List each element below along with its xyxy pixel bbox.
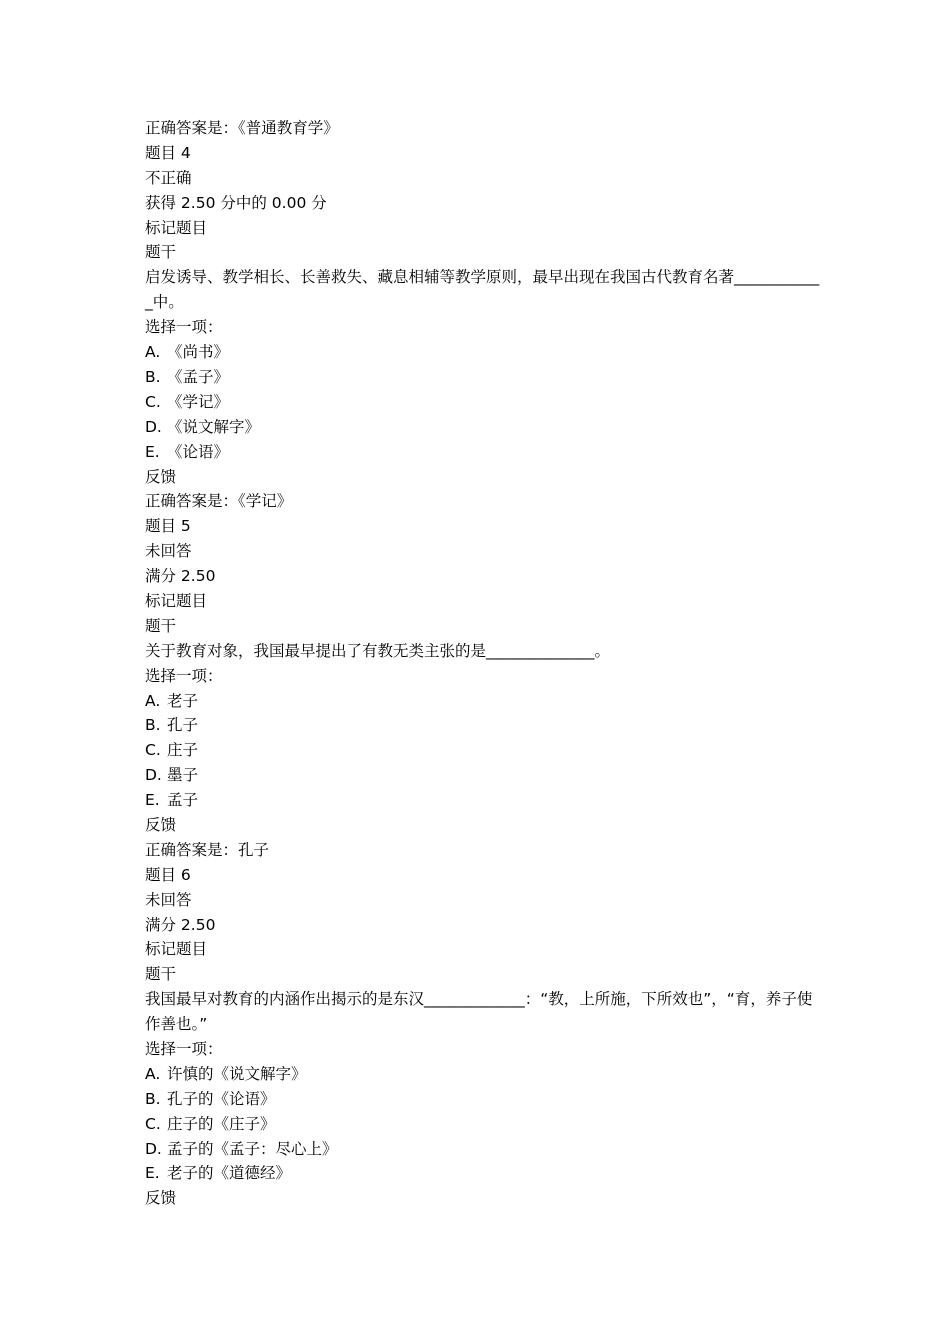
option-e[interactable] — [145, 1161, 825, 1186]
option-text: 许慎的《说文解字》 — [167, 1064, 307, 1083]
question-status: 不正确 — [145, 168, 192, 187]
option-text: 孟子 — [167, 791, 199, 810]
option-text: 《孟子》 — [167, 367, 230, 386]
question-status: 未回答 — [145, 542, 192, 561]
option-letter: E. — [145, 1164, 160, 1183]
question-stem: 关于教育对象，我国最早提出了有教无类主张的是______________。 — [145, 641, 611, 660]
choose-prompt: 选择一项： — [145, 666, 223, 685]
question-6 — [145, 863, 825, 1212]
option-text: 庄子 — [167, 741, 199, 760]
document-page — [145, 116, 825, 1211]
option-letter: D. — [145, 1139, 162, 1158]
option-a[interactable] — [145, 1062, 825, 1087]
option-letter: C. — [145, 741, 161, 760]
stem-label: 题干 — [145, 243, 177, 262]
option-text: 孔子 — [167, 716, 199, 735]
option-letter: C. — [145, 392, 161, 411]
option-letter: B. — [145, 367, 161, 386]
option-letter: A. — [145, 1064, 161, 1083]
option-letter: D. — [145, 766, 162, 785]
question-title: 题目 6 — [145, 865, 191, 884]
option-a[interactable] — [145, 689, 825, 714]
feedback-label: 反馈 — [145, 467, 177, 486]
option-letter: C. — [145, 1114, 161, 1133]
option-text: 老子 — [167, 691, 199, 710]
option-letter: B. — [145, 1089, 161, 1108]
option-a[interactable] — [145, 340, 825, 365]
question-score: 满分 2.50 — [145, 567, 216, 586]
flag-question-link[interactable]: 标记题目 — [145, 591, 208, 610]
option-b[interactable] — [145, 1087, 825, 1112]
option-letter: A. — [145, 691, 161, 710]
option-list — [145, 340, 825, 464]
question-title: 题目 4 — [145, 143, 191, 162]
option-c[interactable] — [145, 738, 825, 763]
question-stem: 我国最早对教育的内涵作出揭示的是东汉_____________：“教，上所施，下所效也”，“育，养子使作善也。” — [145, 990, 813, 1034]
choose-prompt: 选择一项： — [145, 318, 223, 337]
option-b[interactable] — [145, 713, 825, 738]
option-letter: E. — [145, 442, 160, 461]
choose-prompt: 选择一项： — [145, 1040, 223, 1059]
option-e[interactable] — [145, 440, 825, 465]
question-title: 题目 5 — [145, 517, 191, 536]
stem-label: 题干 — [145, 965, 177, 984]
option-letter: D. — [145, 417, 162, 436]
feedback-label: 反馈 — [145, 815, 177, 834]
question-stem: 启发诱导、教学相长、长善救失、藏息相辅等教学原则，最早出现在我国古代教育名著____________中。 — [145, 268, 820, 312]
question-score: 获得 2.50 分中的 0.00 分 — [145, 193, 327, 212]
option-letter: E. — [145, 791, 160, 810]
question-5 — [145, 514, 825, 862]
option-e[interactable] — [145, 788, 825, 813]
question-status: 未回答 — [145, 890, 192, 909]
option-letter: A. — [145, 343, 161, 362]
question-score: 满分 2.50 — [145, 915, 216, 934]
option-b[interactable] — [145, 365, 825, 390]
option-letter: B. — [145, 716, 161, 735]
option-text: 老子的《道德经》 — [167, 1164, 292, 1183]
feedback-label: 反馈 — [145, 1189, 177, 1208]
option-list — [145, 689, 825, 813]
option-c[interactable] — [145, 1112, 825, 1137]
option-d[interactable] — [145, 763, 825, 788]
option-text: 孟子的《孟子：尽心上》 — [167, 1139, 338, 1158]
flag-question-link[interactable]: 标记题目 — [145, 940, 208, 959]
correct-answer: 正确答案是：《学记》 — [145, 492, 293, 511]
option-text: 孔子的《论语》 — [167, 1089, 276, 1108]
option-text: 庄子的《庄子》 — [167, 1114, 276, 1133]
option-c[interactable] — [145, 390, 825, 415]
stem-label: 题干 — [145, 616, 177, 635]
option-text: 《学记》 — [167, 392, 230, 411]
option-d[interactable] — [145, 1137, 825, 1162]
question-4 — [145, 141, 825, 514]
option-list — [145, 1062, 825, 1186]
correct-answer-prev: 正确答案是：《普通教育学》 — [145, 119, 339, 137]
flag-question-link[interactable]: 标记题目 — [145, 218, 208, 237]
option-text: 墨子 — [167, 766, 199, 785]
option-d[interactable] — [145, 415, 825, 440]
option-text: 《论语》 — [167, 442, 230, 461]
option-text: 《说文解字》 — [167, 417, 261, 436]
option-text: 《尚书》 — [167, 343, 230, 362]
correct-answer: 正确答案是：孔子 — [145, 840, 270, 859]
